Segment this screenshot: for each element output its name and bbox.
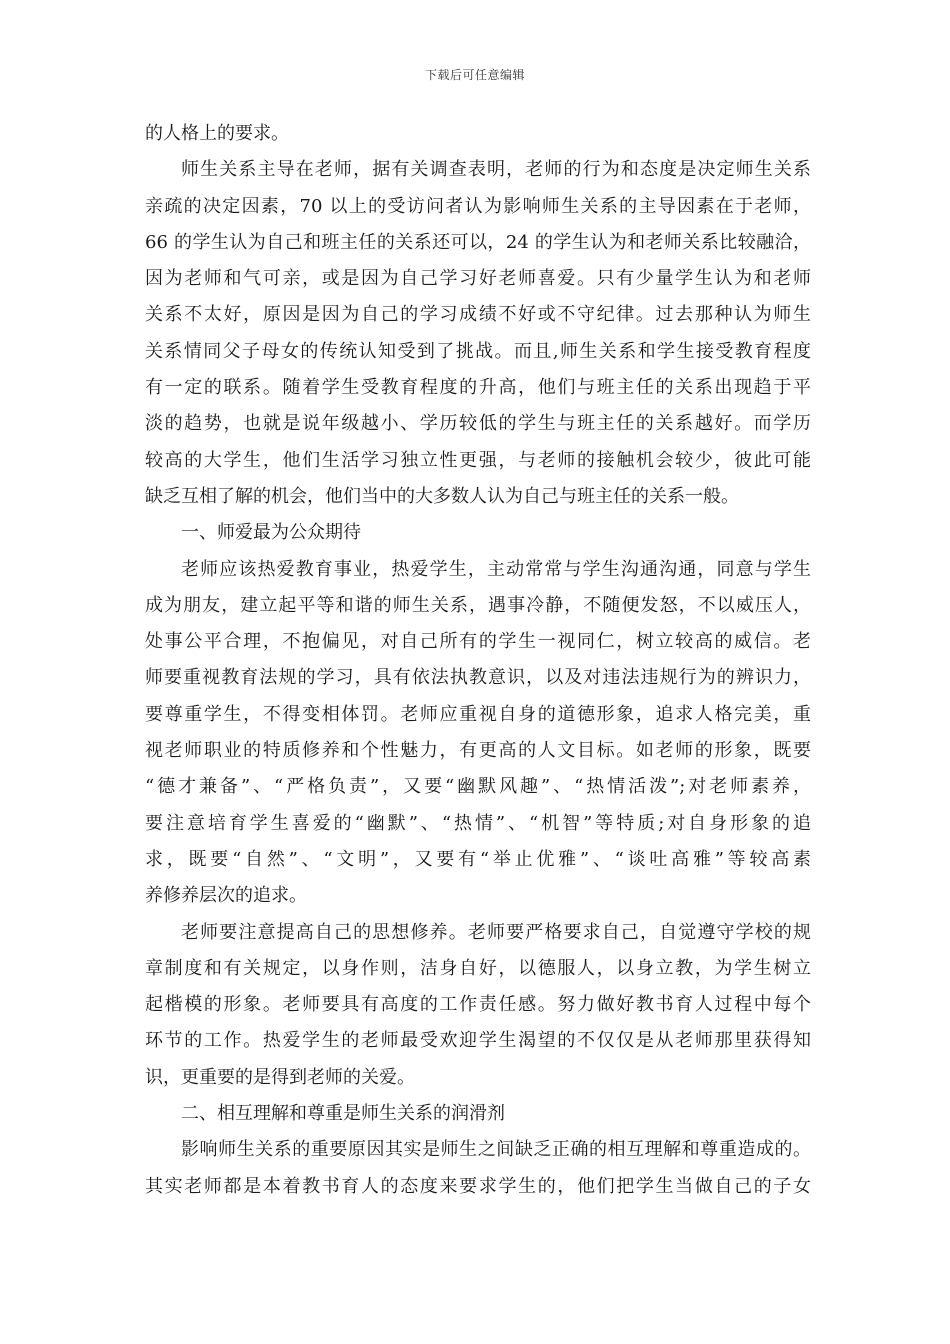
text-line: 识，更重要的是得到老师的关爱。 [145, 1066, 415, 1088]
text-line: 一、师爱最为公众期待 [181, 522, 361, 544]
text-line: 亲疏的决定因素，70 以上的受访问者认为影响师生关系的主导因素在于老师， [145, 195, 811, 217]
text-line: 要注意培育学生喜爱的“幽默”、“热情”、“机智”等特质;对自身形象的追 [145, 812, 811, 834]
text-line: 66 的学生认为自己和班主任的关系还可以，24 的学生认为和老师关系比较融洽， [145, 231, 811, 253]
text-line: 其实老师都是本着教书育人的态度来要求学生的，他们把学生当做自己的子女 [145, 1175, 811, 1197]
text-line: 视老师职业的特质修养和个性魅力，有更高的人文目标。如老师的形象，既要 [145, 740, 811, 762]
text-line: 二、相互理解和尊重是师生关系的润滑剂 [181, 1103, 505, 1125]
text-line: 淡的趋势，也就是说年级越小、学历较低的学生与班主任的关系越好。而学历 [145, 413, 811, 435]
text-line: 师生关系主导在老师，据有关调查表明，老师的行为和态度是决定师生关系 [181, 159, 811, 181]
text-line: 求，既要“自然”、“文明”，又要有“举止优雅”、“谈吐高雅”等较高素 [145, 848, 811, 870]
text-line: 的人格上的要求。 [145, 123, 289, 144]
text-line: 因为老师和气可亲，或是因为自己学习好老师喜爱。只有少量学生认为和老师 [145, 268, 811, 290]
text-line: 处事公平合理，不抱偏见，对自己所有的学生一视同仁，树立较高的威信。老 [145, 631, 811, 653]
text-line: 关系情同父子母女的传统认知受到了挑战。而且,师生关系和学生接受教育程度 [145, 340, 811, 362]
page-header: 下载后可任意编辑 [424, 68, 525, 82]
text-line: 关系不太好，原因是因为自己的学习成绩不好或不守纪律。过去那种认为师生 [145, 304, 811, 326]
text-line: 环节的工作。热爱学生的老师最受欢迎学生渴望的不仅仅是从老师那里获得知 [145, 1030, 811, 1052]
text-line: 缺乏互相了解的机会，他们当中的大多数人认为自己与班主任的关系一般。 [145, 485, 739, 507]
text-line: 老师应该热爱教育事业，热爱学生，主动常常与学生沟通沟通，同意与学生 [181, 558, 811, 580]
text-line: 老师要注意提高自己的思想修养。老师要严格要求自己，自觉遵守学校的规 [181, 921, 811, 943]
text-line: 较高的大学生，他们生活学习独立性更强，与老师的接触机会较少，彼此可能 [145, 449, 811, 471]
text-line: 成为朋友，建立起平等和谐的师生关系，遇事冷静，不随便发怒，不以威压人， [145, 594, 811, 616]
text-line: 起楷模的形象。老师要具有高度的工作责任感。努力做好教书育人过程中每个 [145, 994, 811, 1016]
document-body [145, 116, 811, 1205]
text-line: 影响师生关系的重要原因其实是师生之间缺乏正确的相互理解和尊重造成的。 [181, 1139, 811, 1161]
text-line: 养修养层次的追求。 [145, 885, 307, 907]
text-line: “德才兼备”、“严格负责”，又要“幽默风趣”、“热情活泼”;对老师素养， [145, 776, 811, 798]
text-line: 要尊重学生，不得变相体罚。老师应重视自身的道德形象，追求人格完美，重 [145, 703, 811, 725]
text-line: 有一定的联系。随着学生受教育程度的升高，他们与班主任的关系出现趋于平 [145, 377, 811, 399]
text-line: 师要重视教育法规的学习，具有依法执教意识，以及对违法违规行为的辨识力， [145, 667, 811, 689]
text-line: 章制度和有关规定，以身作则，洁身自好，以德服人，以身立教，为学生树立 [145, 957, 811, 979]
